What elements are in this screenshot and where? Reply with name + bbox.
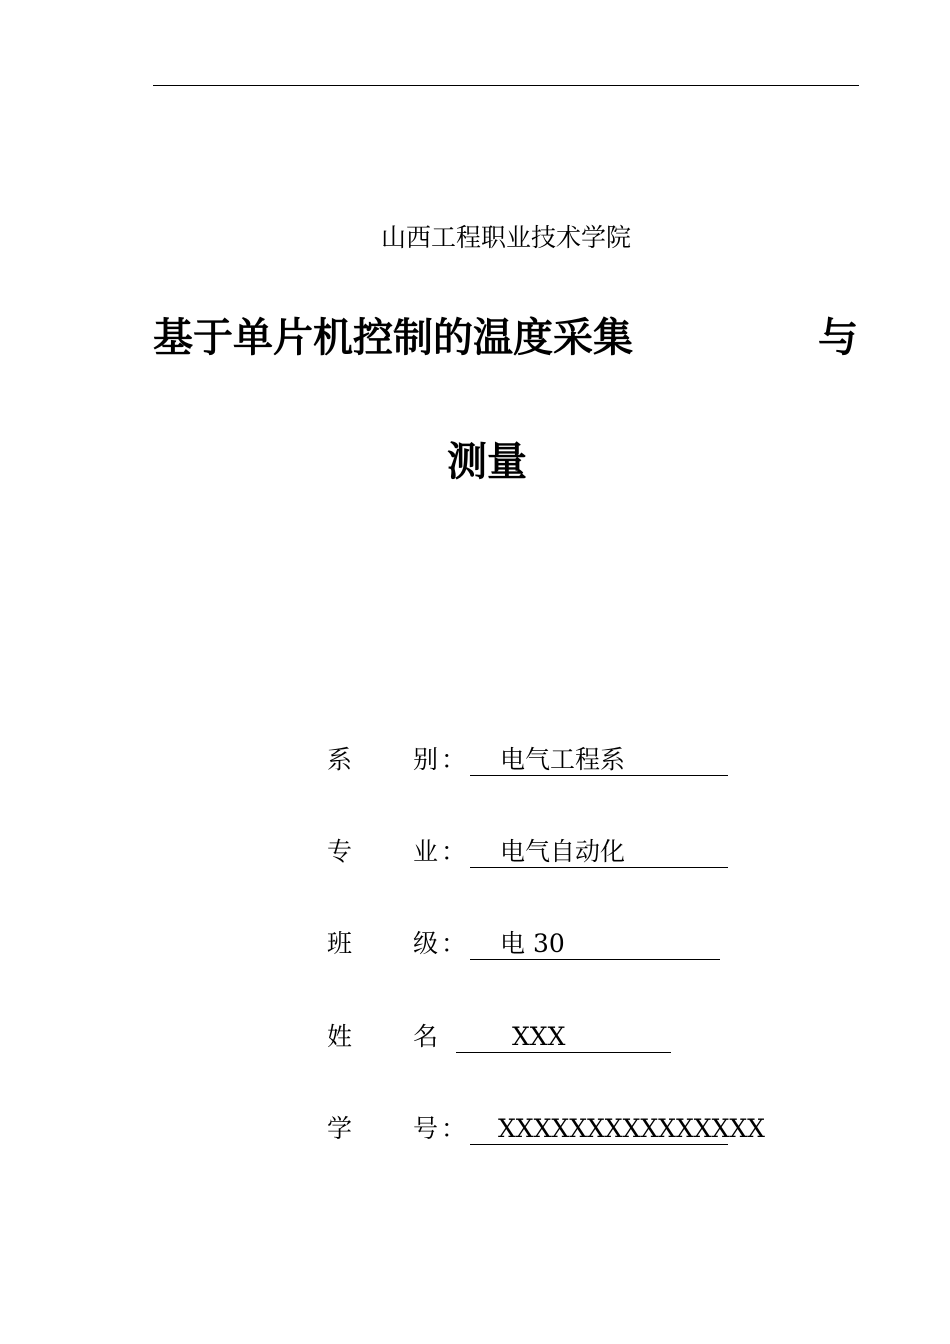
field-class-value: 电 30 [500,929,565,958]
field-name-value-line [456,1020,671,1053]
thesis-title-line1-tail: 与 [818,314,858,361]
field-department-colon: ： [441,745,467,774]
field-name-value: XXX [512,1022,566,1051]
field-department-label-char1: 系 [327,745,353,774]
institution-name: 山西工程职业技术学院 [380,223,631,252]
field-name-label-char2: 名 [413,1022,439,1051]
field-class-label-char1: 班 [327,929,353,958]
field-class-value-line [470,927,720,960]
field-student-number-value: XXXXXXXXXXXXXXX [498,1114,765,1143]
field-major-label-char1: 专 [327,837,353,866]
field-student-number-label-char1: 学 [327,1114,353,1143]
field-class-colon: ： [441,929,467,958]
field-student-number-label-char2: 号 [413,1114,439,1143]
field-class-label-char2: 级 [413,929,439,958]
field-department-label-char2: 别 [413,745,439,774]
field-major-value-line [470,835,728,868]
thesis-title-line1: 基于单片机控制的温度采集 [153,314,633,361]
header-rule [153,85,859,86]
field-department-value: 电气工程系 [500,745,626,774]
field-name-label-char1: 姓 [327,1022,353,1051]
field-department-value-line [470,743,728,776]
field-major-label-char2: 业 [413,837,439,866]
field-student-number-colon: ： [441,1114,467,1143]
field-major-value: 电气自动化 [500,837,626,866]
field-student-number-value-line [470,1112,765,1145]
thesis-title-line2: 测量 [447,438,527,485]
field-major-colon: ： [441,837,467,866]
